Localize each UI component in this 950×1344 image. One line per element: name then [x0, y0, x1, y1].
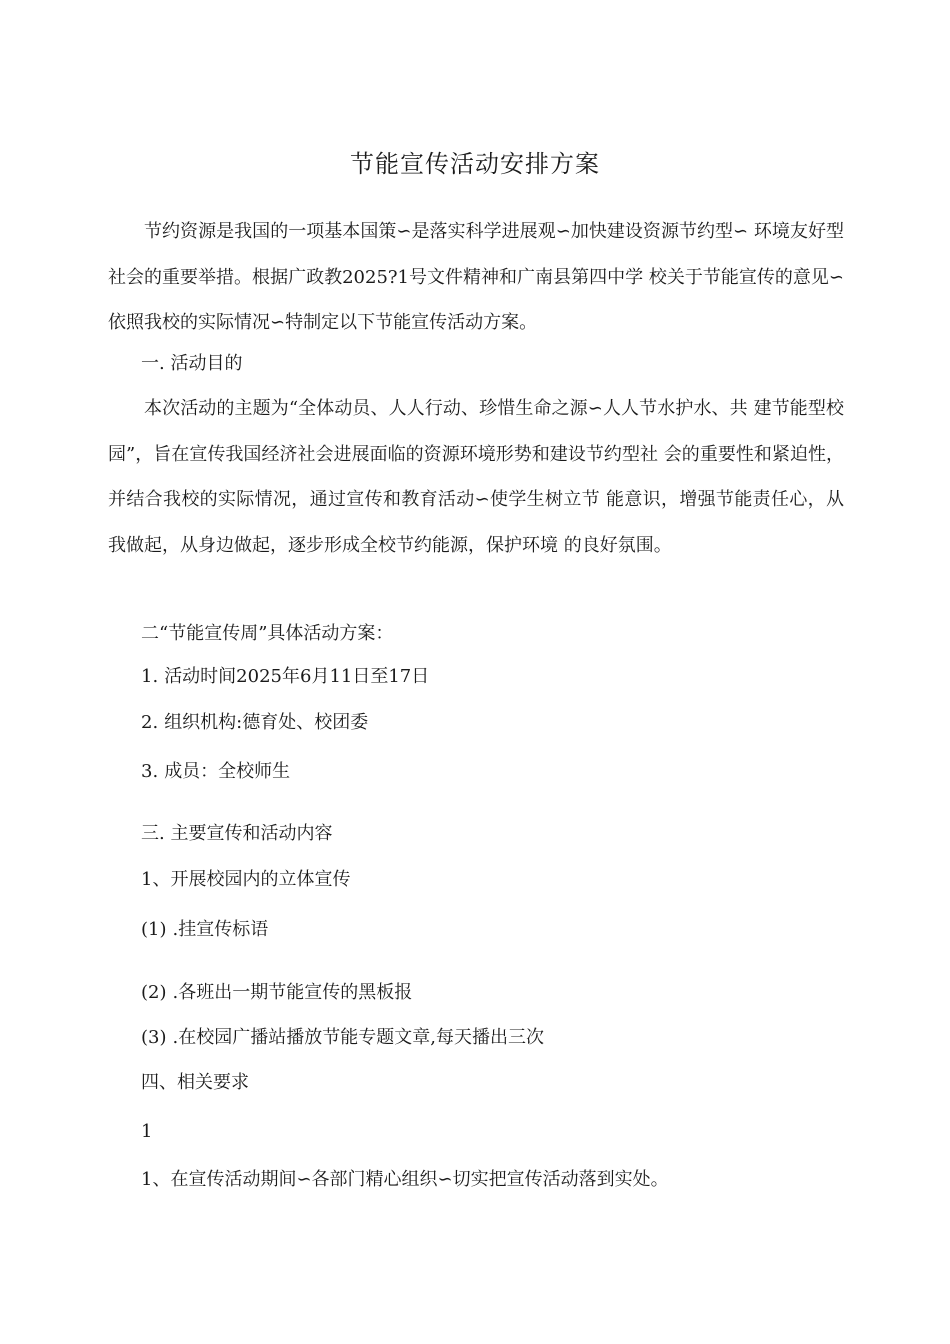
item-number: (3): [141, 1027, 167, 1048]
section2-item-2: [141, 708, 368, 738]
section1-heading: 一. 活动目的: [141, 353, 243, 374]
section3-item-2: [141, 978, 412, 1008]
item-text: .各班出一期节能宣传的黑板报: [172, 982, 413, 1003]
section4-item-1: 1、在宣传活动期间∽各部门精心组织∽切实把宣传活动落到实处。: [141, 1169, 669, 1190]
section2-item-3: [141, 757, 290, 787]
item-text: 活动时间2025年6月11日至17日: [164, 666, 430, 687]
section1-body: 本次活动的主题为“全体动员、人人行动、珍惜生命之源∽人人节水护水、共 建节能型校园”，旨在宣传我国经济社会进展面临的资源环境形势和建设节约型社 会的重要性和紧迫性，并结合我校的实际情况，通过宣传和教育活动∽使学生树立节 能意识，增强节能责任心，从我做起，从身边做起，逐步形成全校节约能源，保护环境 的良好氛围。: [108, 398, 844, 556]
section3-heading: 三. 主要宣传和活动内容: [141, 823, 333, 844]
item-number: (1): [141, 919, 167, 940]
item-text: 组织机构:德育处、校团委: [164, 712, 369, 733]
intro-paragraph: 节约资源是我国的一项基本国策∽是落实科学进展观∽加快建设资源节约型∽ 环境友好型社会的重要举措。根据广政教2025?1号文件精神和广南县第四中学 校关于节能宣传的意见∽依照我校的实际情况∽特制定以下节能宣传活动方案。: [108, 221, 844, 333]
item-number: 1.: [141, 666, 159, 687]
item-number: 2.: [141, 712, 159, 733]
section3-item-3: [141, 1023, 544, 1053]
item-text: .挂宣传标语: [172, 919, 269, 940]
item-number: (2): [141, 982, 167, 1003]
section3-item-1: [141, 915, 268, 945]
item-text: 成员：全校师生: [164, 761, 291, 782]
document-title: 节能宣传活动安排方案: [350, 150, 600, 178]
section4-stray-number: 1: [141, 1121, 153, 1142]
section4-heading: 四、相关要求: [141, 1072, 249, 1093]
section2-heading: 二“节能宣传周”具体活动方案：: [141, 623, 394, 644]
section2-item-1: [141, 662, 429, 692]
item-number: 3.: [141, 761, 159, 782]
item-text: .在校园广播站播放节能专题文章,每天播出三次: [172, 1027, 544, 1048]
section3-subheading: 1、开展校园内的立体宣传: [141, 869, 351, 890]
